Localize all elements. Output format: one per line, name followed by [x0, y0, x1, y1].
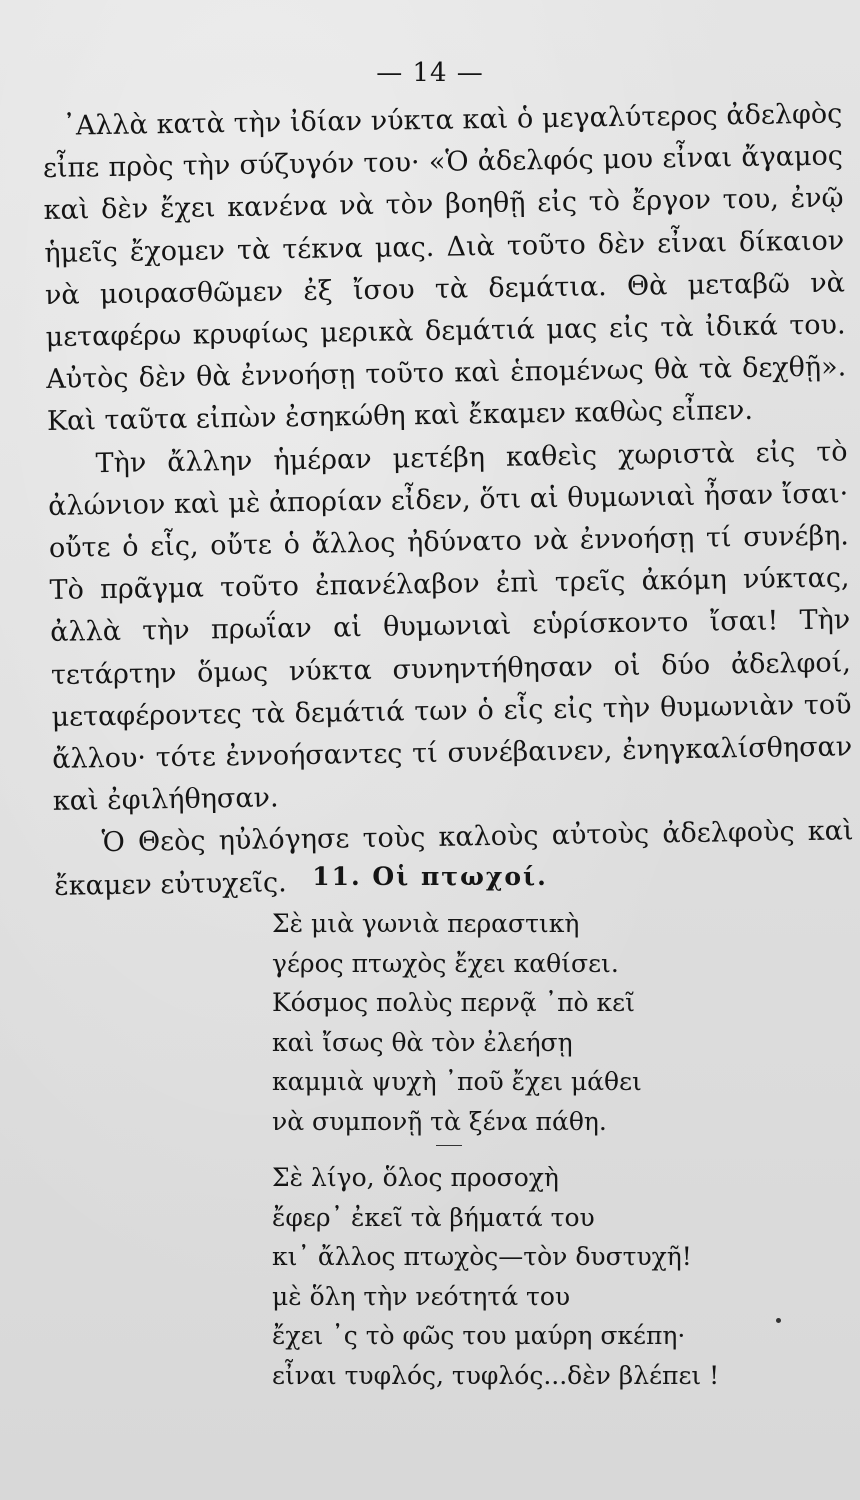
poem-line: νὰ συμπονῇ τὰ ξένα πάθη. [272, 1106, 607, 1136]
poem-line: ἔφερ᾽ ἐκεῖ τὰ βήματά του [272, 1202, 595, 1232]
stanza-divider [436, 1145, 462, 1146]
poem-line: καμμιὰ ψυχὴ ᾽ποῦ ἔχει μάθει [272, 1067, 642, 1096]
paragraph-brothers-night: ᾿Αλλὰ κατὰ τὴν ἰδίαν νύκτα καὶ ὁ μεγαλύτερος ἀδελφὸς εἶπε πρὸς τὴν σύζυγόν του· «Ὁ ἀδελφός μου εἶναι ἄγαμος καὶ δὲν ἔχει κανένα νὰ τὸν βοηθῇ εἰς τὸ ἔργον του, ἐνῷ ἡμεῖς ἔχομεν τὰ τέκνα μας. Διὰ τοῦτο δὲν εἶναι δίκαιον νὰ μοιρασθῶμεν ἐξ ἴσου τὰ δεμάτια. Θὰ μεταβῶ νὰ μεταφέρω κρυφίως μερικὰ δεμάτιά μας εἰς τὰ ἰδικά του. Αὐτὸς δὲν θὰ ἐννοήσῃ τοῦτο καὶ ἑπομένως θὰ τὰ δεχθῇ». Καὶ ταῦτα εἰπὼν ἐσηκώθη καὶ ἔκαμεν καθὼς εἶπεν. [42, 98, 847, 438]
section-heading: 11. Οἱ πτωχοί. [312, 862, 548, 891]
page-number: — 14 — [376, 58, 484, 88]
ink-speck [776, 1318, 781, 1323]
poem-line: καὶ ἴσως θὰ τὸν ἐλεήσῃ [272, 1027, 573, 1057]
poem-stanza [272, 1158, 792, 1395]
poem-line: εἶναι τυφλός, τυφλός...δὲν βλέπει ! [272, 1360, 720, 1390]
prose-body [42, 93, 854, 907]
poem-stanza [272, 904, 792, 1141]
poem-line: κι᾽ ἄλλος πτωχὸς—τὸν δυστυχῆ! [272, 1242, 692, 1271]
poem-line: Σὲ μιὰ γωνιὰ περαστικὴ [272, 909, 580, 938]
poem-line: γέρος πτωχὸς ἔχει καθίσει. [272, 948, 619, 978]
poem-line: μὲ ὅλη τὴν νεότητά του [272, 1281, 571, 1311]
paragraph-blessing: Ὁ Θεὸς ηὐλόγησε τοὺς καλοὺς αὐτοὺς ἀδελφοὺς καὶ ἔκαμεν εὐτυχεῖς. [54, 815, 854, 902]
poem-line: ἔχει ᾽ς τὸ φῶς του μαύρη σκέπη· [272, 1321, 686, 1350]
paragraph-next-day: Τὴν ἄλλην ἡμέραν μετέβη καθεὶς χωριστὰ εἰς τὸ ἀλώνιον καὶ μὲ ἀπορίαν εἶδεν, ὅτι αἱ θυμωνιαὶ ἦσαν ἴσαι· οὔτε ὁ εἷς, οὔτε ὁ ἄλλος ἠδύνατο νὰ ἐννοήσῃ τί συνέβη. Τὸ πρᾶγμα τοῦτο ἐπανέλαβον ἐπὶ τρεῖς ἀκόμη νύκτας, ἀλλὰ τὴν πρωΐαν αἱ θυμωνιαὶ εὑρίσκοντο ἴσαι! Τὴν τετάρτην ὅμως νύκτα συνηντήθησαν οἱ δύο ἀδελφοί, μεταφέροντες τὰ δεμάτιά των ὁ εἷς εἰς τὴν θυμωνιὰν τοῦ ἄλλου· τότε ἐννοήσαντες τί συνέβαινεν, ἐνηγκαλίσθησαν καὶ ἐφιλήθησαν. [48, 436, 853, 818]
poem-line: Σὲ λίγο, ὅλος προσοχὴ [272, 1163, 559, 1192]
poem-line: Κόσμος πολὺς περνᾷ ᾽πὸ κεῖ [272, 988, 635, 1017]
